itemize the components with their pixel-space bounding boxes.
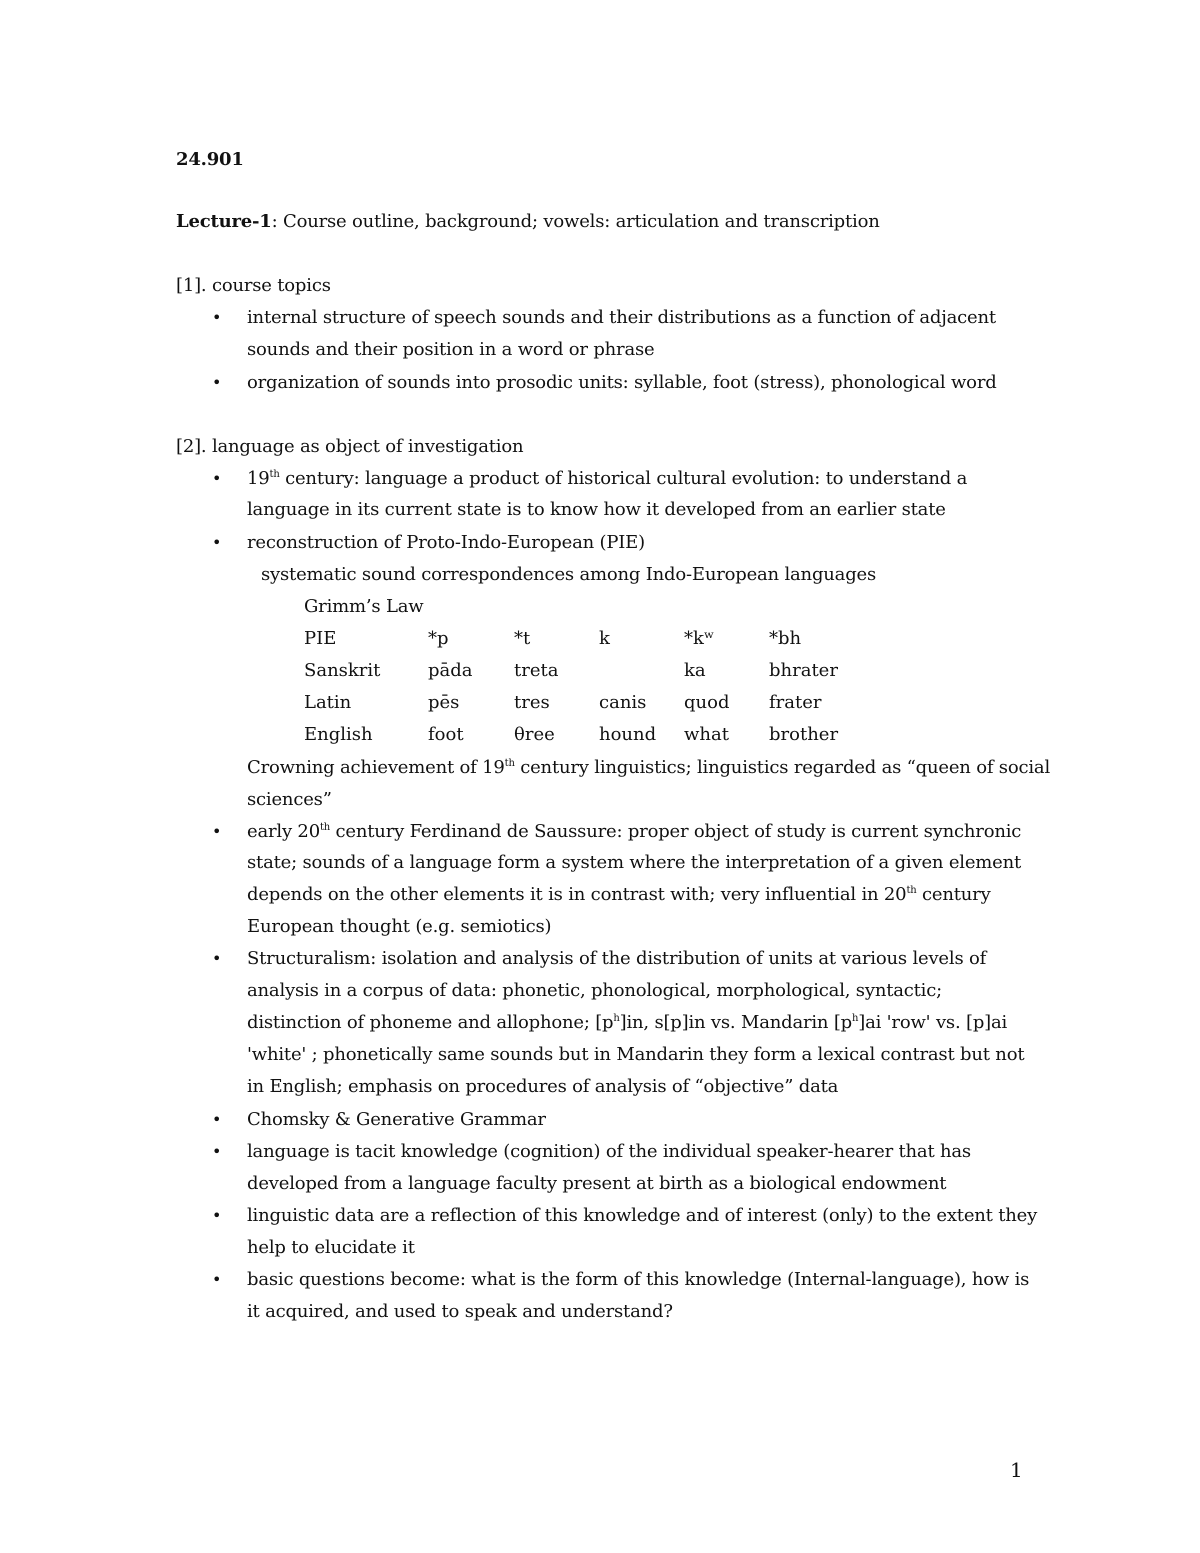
list-item-line <box>247 821 1021 843</box>
superscript: th <box>504 758 515 769</box>
table-cell: treta <box>514 660 559 681</box>
text-run: Crowning achievement of 19 <box>247 757 505 778</box>
list-item-line: internal structure of speech sounds and their distributions as a function of adjacent <box>247 307 996 328</box>
table-cell: PIE <box>304 628 337 649</box>
list-item-line: Structuralism: isolation and analysis of the distribution of units at various levels of <box>247 948 987 969</box>
paragraph-line <box>247 757 1050 779</box>
list-item-line <box>247 468 967 490</box>
list-item-line: developed from a language faculty present at birth as a biological endowment <box>247 1173 947 1194</box>
bullet-marker: • <box>212 1110 222 1129</box>
table-cell: pēs <box>428 692 460 713</box>
table-cell: hound <box>599 724 657 745</box>
list-item-line: basic questions become: what is the form of this knowledge (Internal-language), how is <box>247 1269 1030 1290</box>
superscript: th <box>906 885 917 896</box>
sub-line: systematic sound correspondences among Indo-European languages <box>261 564 877 585</box>
bullet-marker: • <box>212 308 222 327</box>
bullet-marker: • <box>212 373 222 392</box>
table-cell: θree <box>514 724 555 745</box>
list-item-line: it acquired, and used to speak and understand? <box>247 1301 673 1322</box>
bullet-marker: • <box>212 822 222 841</box>
list-item-line: organization of sounds into prosodic units: syllable, foot (stress), phonological word <box>247 372 997 393</box>
list-item-line: Chomsky & Generative Grammar <box>247 1109 546 1130</box>
table-cell: canis <box>599 692 647 713</box>
list-item-line <box>247 1012 1007 1034</box>
list-item-line: reconstruction of Proto-Indo-European (PIE) <box>247 532 645 553</box>
list-item-line: analysis in a corpus of data: phonetic, phonological, morphological, syntactic; <box>247 980 942 1001</box>
list-item-line: sounds and their position in a word or phrase <box>247 339 655 360</box>
page-number: 1 <box>1010 1458 1023 1482</box>
table-cell: brother <box>769 724 839 745</box>
table-cell: *p <box>428 628 449 649</box>
superscript: th <box>319 822 331 833</box>
superscript: h <box>852 1013 859 1024</box>
table-cell: pāda <box>428 660 473 681</box>
text-run: century linguistics; linguistics regarded as “queen of social <box>514 757 1051 778</box>
superscript: h <box>613 1013 620 1024</box>
section-2-heading: [2]. language as object of investigation <box>176 436 524 457</box>
lecture-label: Lecture-1 <box>176 211 272 232</box>
list-item-line: 'white' ; phonetically same sounds but in Mandarin they form a lexical contrast but not <box>247 1044 1025 1065</box>
bullet-marker: • <box>212 533 222 552</box>
text-run: depends on the other elements it is in contrast with; very influential in 20 <box>247 884 907 905</box>
text-run: century <box>916 884 991 905</box>
table-caption: Grimm’s Law <box>304 596 424 617</box>
superscript: th <box>269 469 280 480</box>
text-run: 19 <box>247 468 270 489</box>
list-item-line: in English; emphasis on procedures of analysis of “objective” data <box>247 1076 839 1097</box>
table-cell: *t <box>514 628 531 649</box>
table-cell: bhrater <box>769 660 838 681</box>
text-run: ]in, s[p]in vs. Mandarin [p <box>619 1012 852 1033</box>
lecture-title: : Course outline, background; vowels: articulation and transcription <box>271 211 880 232</box>
table-cell: ka <box>684 660 706 681</box>
table-cell: *kʷ <box>684 628 715 649</box>
section-1-heading: [1]. course topics <box>176 275 331 296</box>
table-cell: foot <box>428 724 464 745</box>
table-cell: Latin <box>304 692 352 713</box>
table-cell: frater <box>769 692 822 713</box>
text-run: early 20 <box>247 821 320 842</box>
list-item-line: language in its current state is to know how it developed from an earlier state <box>247 499 946 520</box>
table-cell: Sanskrit <box>304 660 381 681</box>
text-run: distinction of phoneme and allophone; [p <box>247 1012 614 1033</box>
bullet-marker: • <box>212 1270 222 1289</box>
table-cell: tres <box>514 692 550 713</box>
table-cell: *bh <box>769 628 802 649</box>
list-item-line: state; sounds of a language form a system where the interpretation of a given element <box>247 852 1022 873</box>
text-run: century Ferdinand de Saussure: proper object of study is current synchronic <box>330 821 1022 842</box>
list-item-line: help to elucidate it <box>247 1237 415 1258</box>
table-cell: English <box>304 724 373 745</box>
table-cell: what <box>684 724 729 745</box>
text-run: ]ai 'row' vs. [p]ai <box>858 1012 1008 1033</box>
lecture-heading <box>176 211 880 233</box>
list-item-line: language is tacit knowledge (cognition) of the individual speaker-hearer that has <box>247 1141 971 1162</box>
text-run: century: language a product of historical cultural evolution: to understand a <box>279 468 968 489</box>
paragraph-line: sciences” <box>247 789 332 810</box>
bullet-marker: • <box>212 469 222 488</box>
course-number: 24.901 <box>176 149 244 170</box>
bullet-marker: • <box>212 1142 222 1161</box>
table-cell: k <box>599 628 610 649</box>
bullet-marker: • <box>212 1206 222 1225</box>
list-item-line: European thought (e.g. semiotics) <box>247 916 552 937</box>
table-cell: quod <box>684 692 730 713</box>
list-item-line: linguistic data are a reflection of this knowledge and of interest (only) to the extent they <box>247 1205 1038 1226</box>
bullet-marker: • <box>212 949 222 968</box>
list-item-line <box>247 884 991 906</box>
